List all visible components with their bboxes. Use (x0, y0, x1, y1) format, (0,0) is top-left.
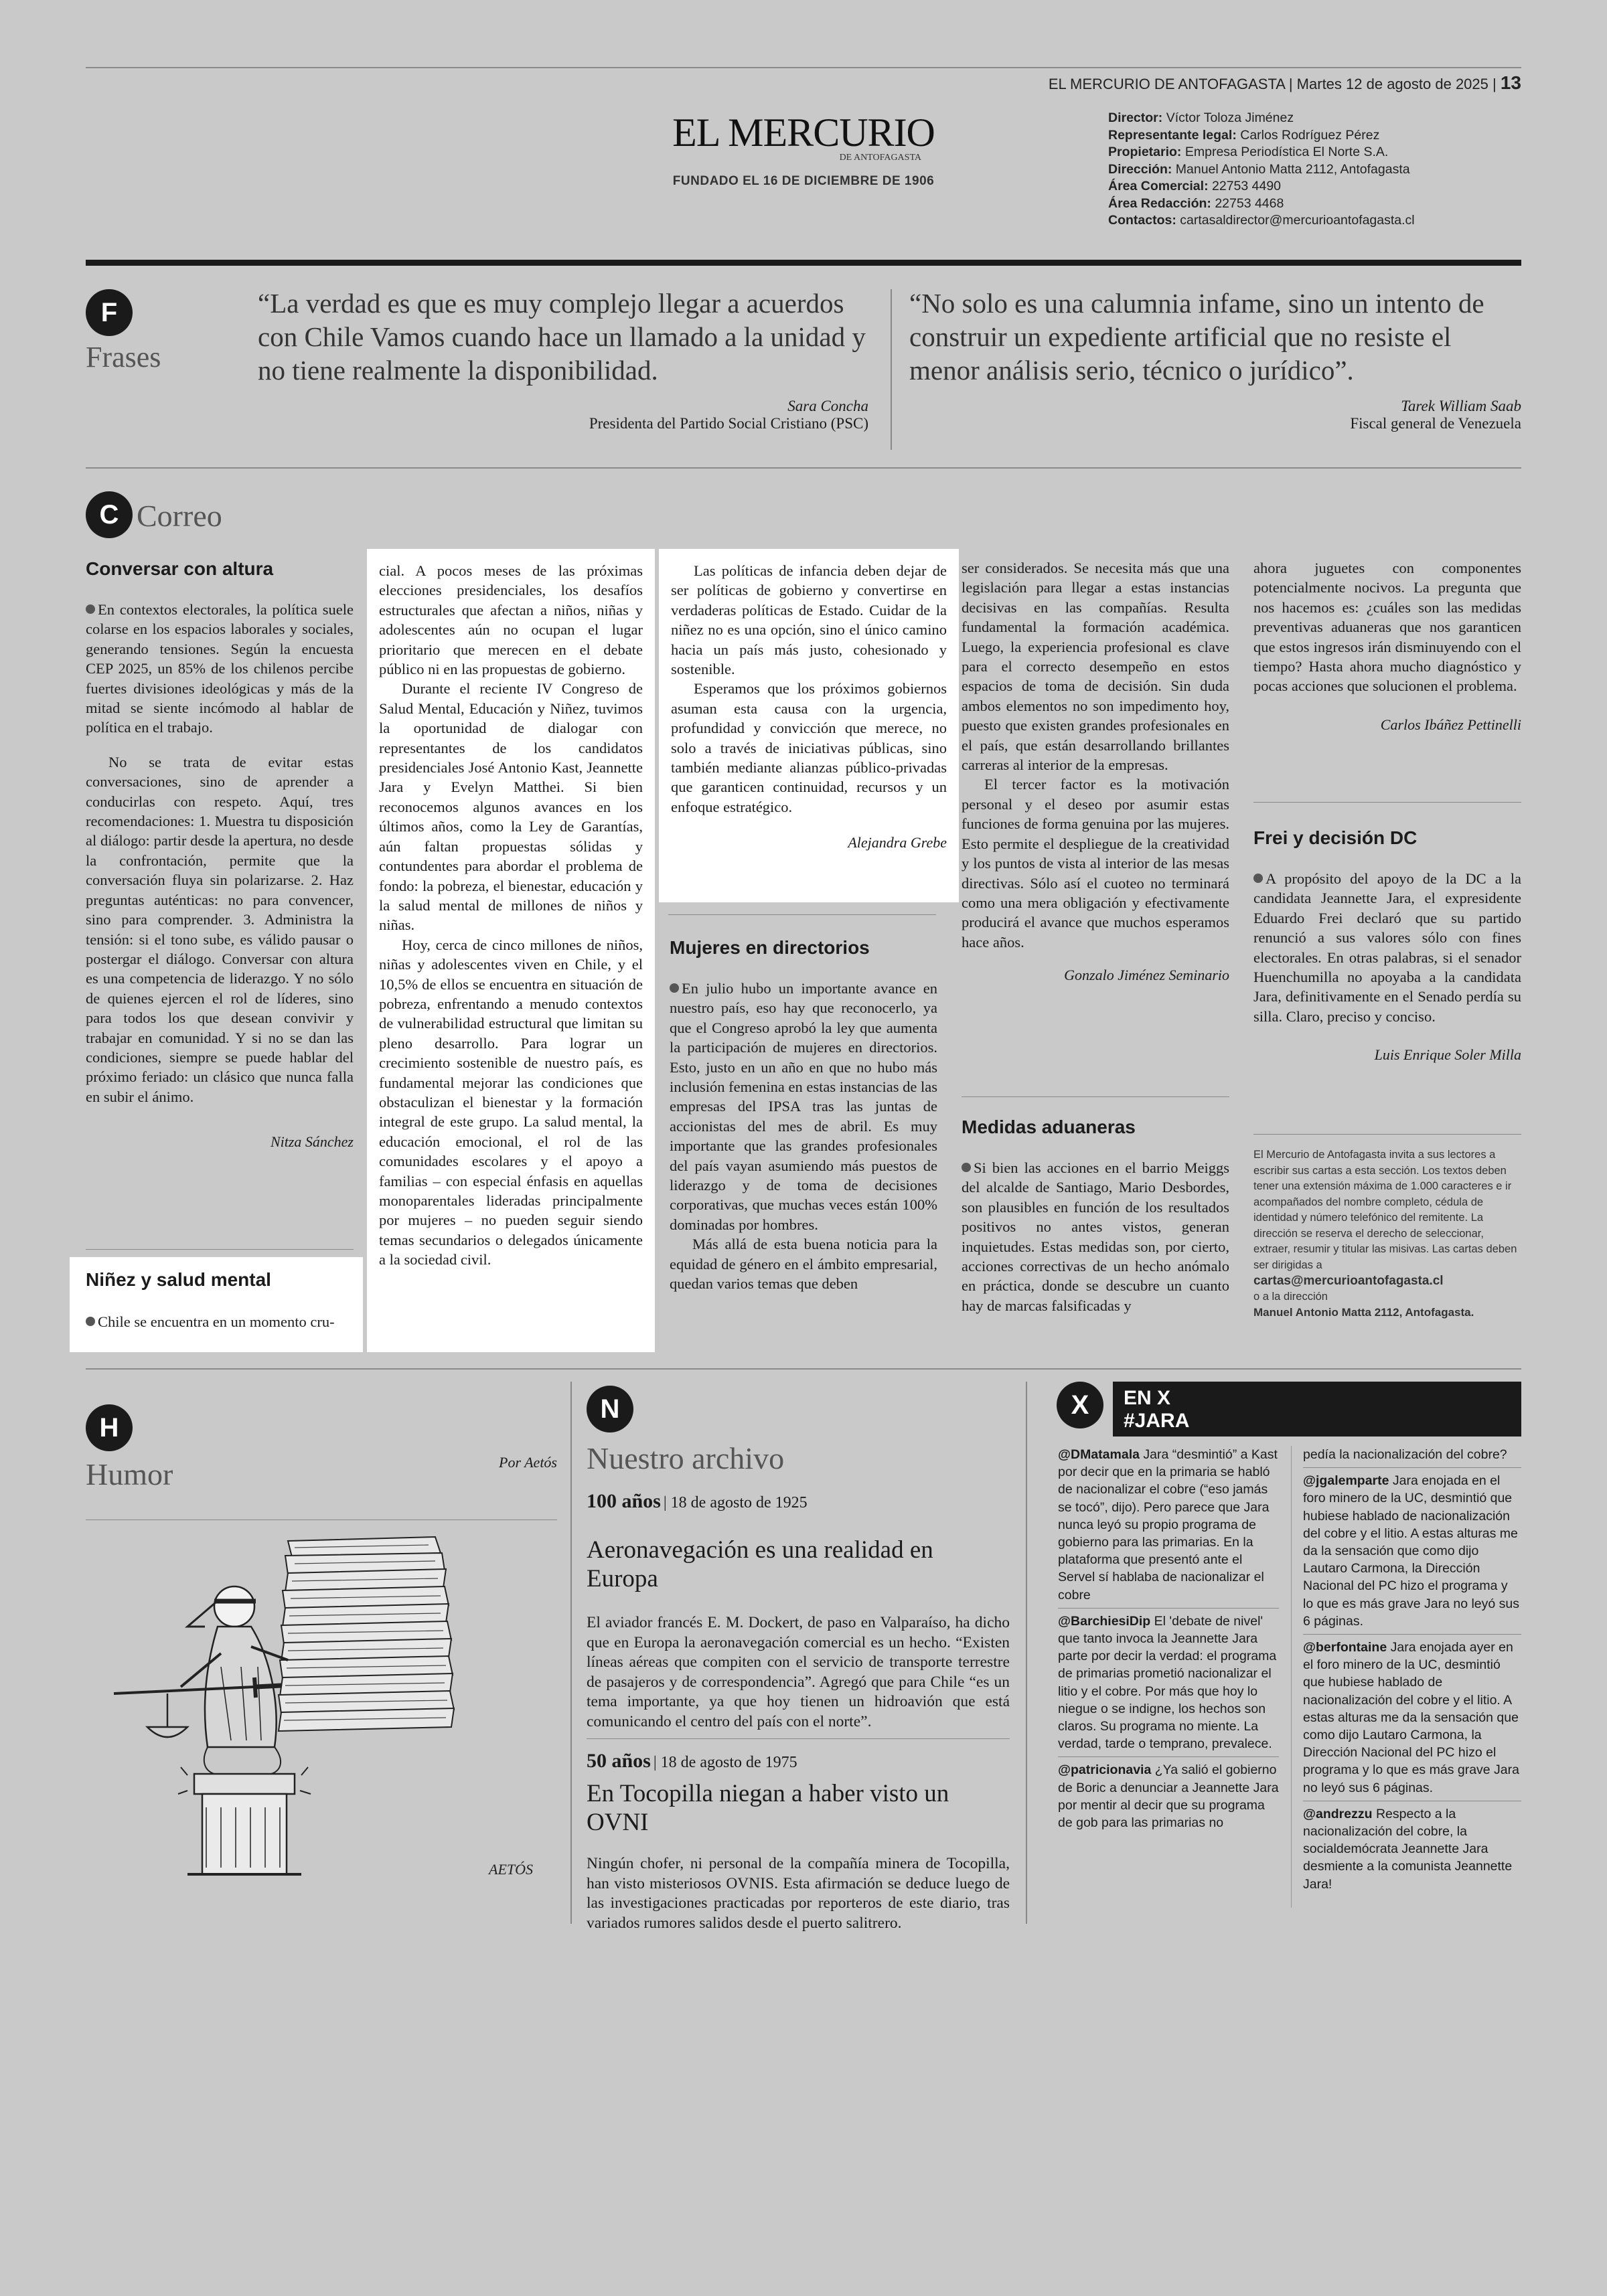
quote-1-author: Sara Concha (787, 398, 868, 414)
x-post-text: Jara enojada ayer en el foro minero de la UC, desmintió que hubiese hablado de nacionalización del cobre y el litio. A estas alturas me da la sensación que como dijo Lautaro Carmona, la Dirección Nacional del PC hizo el programa y lo que es más grave Jara no leyó sus 6 páginas. (1303, 1640, 1519, 1795)
archivo-title: Nuestro archivo (587, 1441, 785, 1475)
quote-2-text: “No solo es una calumnia infame, sino un intento de construir un expediente artificial que no resiste el menor análisis serio, técnico o jurídico”. (909, 288, 1484, 386)
letter-conversar (86, 558, 354, 1151)
letter-conversar-title: Conversar con altura (86, 558, 274, 579)
masthead-label: Área Comercial: (1108, 179, 1209, 193)
bullet-icon (86, 604, 95, 614)
x-post-text: Jara enojada en el foro minero de la UC, desmintió que hubiese hablado de nacionalización del cobre y el litio. A estas alturas me da la sensación que como dijo Lautaro Carmona, la Dirección Nacional del PC hizo el programa y lo que es más grave Jara no leyó sus 6 páginas. (1303, 1473, 1520, 1629)
frases-bottom-rule (86, 467, 1521, 469)
header-thick-rule (86, 260, 1521, 266)
masthead-row (1108, 110, 1510, 127)
letter-ninez-p5: Esperamos que los próximos gobiernos asuman esta causa con la urgencia, profundidad y convicción que merece, no solo a través de iniciativas públicas, sino también mediante alianzas público-privadas que garanticen continuidad, recursos y un enfoque estratégico. (671, 680, 947, 815)
masthead-value: 22753 4468 (1215, 195, 1284, 211)
archivo-item-2-years: 50 años (587, 1750, 651, 1772)
letter-frei-title: Frei y decisión DC (1253, 827, 1418, 848)
masthead-value: 22753 4490 (1212, 179, 1282, 193)
frases-letter-badge: F (86, 289, 133, 336)
quote-1 (258, 286, 868, 432)
founded-line: FUNDADO EL 16 DE DICIEMBRE DE 1906 (672, 174, 935, 188)
letter-ninez-title: Niñez y salud mental (86, 1269, 271, 1290)
bullet-icon (86, 1317, 95, 1326)
letter-aduaneras-p1: Si bien las acciones en el barrio Meiggs del alcalde de Santiago, Mario Desbordes, son plausibles en función de los resultados positivos no antes vistos, generan inquietudes. Estas medidas son, por cierto, acciones correctivas de un hecho anómalo en práctica, donde se descubre un cuanto hay de marcas falsificadas y (962, 1159, 1229, 1314)
frases-title: Frases (86, 341, 161, 374)
archivo-item-2-body: Ningún chofer, ni personal de la compañía minera de Tocopilla, han visto misteriosos OVNIS. Esta afirmación se deduce luego de las investigaciones practicadas por reporteros de este diario, tras variados rumores salidos desde el puerto salitrero. (587, 1855, 1010, 1932)
col4-rule (962, 1096, 1229, 1097)
running-header-text: EL MERCURIO DE ANTOFAGASTA | Martes 12 de agosto de 2025 | (1048, 76, 1497, 92)
bullet-icon (670, 983, 679, 993)
archivo-items (587, 1490, 1010, 1933)
masthead-label: Área Redacción: (1108, 195, 1211, 211)
archivo-item-2-date: 18 de agosto de 1975 (660, 1754, 797, 1771)
letter-ninez-start (70, 1257, 363, 1352)
masthead (1108, 110, 1510, 230)
letter-ninez-p4: Las políticas de infancia deben dejar de ser políticas de gobierno y convertirse en verdaderas políticas de Estado. Cuidar de la niñez no es una opción, sino el único camino hacia un país más justo, cohesionado y sostenible. (671, 562, 947, 678)
correo-title: Correo (137, 499, 222, 533)
letter-mujeres-p1: En julio hubo un importante avance en nuestro país, eso hay que reconocerlo, ya que el Congreso aprobó la ley que aumenta la participación de mujeres en directorios. Esto, justo en un año en que no hubo más inclusión femenina en estas instancias de las empresas del IPSA tras las juntas de accionistas del mes de abril. Es muy importante que las grandes profesionales del país vayan asumiendo más puestos de liderazgo y de toma de decisiones corporativas, que muchas veces están 100% dominadas por hombres. (670, 980, 937, 1233)
archivo-item-1-headline: Aeronavegación es una realidad en Europa (587, 1536, 933, 1592)
running-header (1045, 72, 1521, 94)
correo-letter-badge: C (86, 491, 133, 538)
notice-or: o a la dirección (1253, 1290, 1328, 1303)
enx-col2 (1303, 1446, 1521, 1893)
enx-label-1: EN X (1124, 1387, 1171, 1409)
letter-conversar-signature: Nitza Sánchez (270, 1133, 354, 1151)
newspaper-logo (663, 112, 944, 189)
x-post-rule (1058, 1756, 1279, 1757)
quote-2-role: Fiscal general de Venezuela (1350, 415, 1521, 432)
x-post (1058, 1613, 1279, 1753)
bullet-icon (1253, 874, 1263, 883)
cartoon-justice-paperwork (87, 1526, 556, 1901)
masthead-value: Carlos Rodríguez Pérez (1240, 127, 1380, 143)
enx-inner-divider (1291, 1446, 1292, 1908)
x-post (1303, 1639, 1521, 1797)
masthead-value: cartasaldirector@mercurioantofagasta.cl (1180, 213, 1415, 228)
masthead-row (1108, 195, 1510, 213)
archivo-divider-left (570, 1382, 572, 1924)
letter-aduaneras-p2: ahora juguetes con componentes potencialmente nocivos. La pregunta que nos hacemos es: ¿cuáles son las medidas preventivas aduaneras que nos garanticen que estos ingresos irán disminuyendo con el tiempo? Hasta ahora mucho diagnóstico y pocas acciones que solucionen el problema. (1253, 560, 1521, 695)
letter-mujeres-title: Mujeres en directorios (670, 937, 870, 958)
enx-col1 (1058, 1446, 1279, 1831)
col5-rule (1253, 802, 1521, 803)
enx-label-2: #JARA (1124, 1410, 1190, 1432)
x-post-rule (1058, 1608, 1279, 1609)
letter-ninez-start-text: Chile se encuentra en un momento cru- (98, 1313, 335, 1330)
notice-email[interactable]: cartas@mercurioantofagasta.cl (1253, 1274, 1444, 1288)
archivo-item-1: 100 años | 18 de agosto de 1925 Aeronavegación es una realidad en Europa El aviador francés E. M. Dockert, de paso en Valparaíso, ha dicho que en Europa la aeronavegación comercial es un hecho. “Existen líneas aéreas que compiten con el servicio de transporte terrestre de pasajeros y de correspondencia”. Agregó que para Chile “es un tema importante, ya que hoy tienen un hidroavión que está comunicando el centro del país con el norte”. (587, 1490, 1010, 1732)
correo-bottom-rule (86, 1368, 1521, 1370)
notice-address: Manuel Antonio Matta 2112, Antofagasta. (1253, 1306, 1474, 1319)
letter-conversar-p2: No se trata de evitar estas conversaciones, sino de aprender a conducirlas con respeto. Aquí, tres recomendaciones: 1. Muestra tu disposición al diálogo: partir desde la apertura, no desde la confrontación, permite que la conversación fluya sin polarizarse. 2. Haz preguntas auténticas: no para convencer, sino para comprender. 3. Administra la tensión: si el tono sube, es válido pausar o postergar el diálogo. Conversar con altura es una competencia de liderazgo. Y no sólo de quienes ejercen el rol de líderes, sino para todos los que desean convivir y trabajar en comunidad. Y si no se dan las condiciones, siempre se puede hablar del próximo feriado: un clásico que nunca falla en subir el ánimo. (86, 753, 354, 1105)
letter-frei-signature: Luis Enrique Soler Milla (1374, 1046, 1521, 1064)
masthead-label: Dirección: (1108, 161, 1172, 177)
col3-rule (668, 914, 936, 915)
x-post (1303, 1805, 1521, 1893)
x-post-user[interactable]: @andrezzu (1303, 1806, 1373, 1821)
x-post-text: Respecto a la nacionalización del cobre, la socialdemócrata Jeannette Jara desmiente a la comunista Jeannette Jara! (1303, 1806, 1513, 1892)
letter-frei-p1: A propósito del apoyo de la DC a la candidata Jeannette Jara, el expresidente Eduardo Frei declaró que su partido renunció a sus valores sólo con fines electorales. En otras palabras, si el senador Huenchumilla no apoyaba a la candidata Jara, definitivamente en el Senado perdía su silla. Claro, preciso y conciso. (1253, 870, 1521, 1025)
letter-mujeres-signature: Gonzalo Jiménez Seminario (1064, 967, 1229, 984)
letter-ninez-col3 (659, 549, 959, 902)
masthead-row (1108, 212, 1510, 230)
letter-mujeres (670, 937, 937, 1294)
x-post-text: El 'debate de nivel' que tanto invoca la Jeannette Jara parte por decir la verdad: el programa de primarias prometió nacionalizar el litio y el cobre. Por más que hoy lo niegue o se indigne, los hechos son claros. Su programa no miente. La verdad, tarde o temprano, prevalece. (1058, 1613, 1277, 1752)
notice-text: El Mercurio de Antofagasta invita a sus lectores a escribir sus cartas a esta sección. Los textos deben tener una extensión máxima de 1.000 caracteres e ir acompañados del nombre completo, cédula de identidad y número telefónico del remitente. La dirección se reserva el derecho de seleccionar, extraer, resumir y titular las misivas. Las cartas deben ser dirigidas a (1253, 1149, 1517, 1271)
archivo-item-2-headline: En Tocopilla niegan a haber visto un OVNI (587, 1780, 949, 1836)
letter-aduaneras-col5 (1253, 558, 1521, 734)
x-post (1058, 1761, 1279, 1831)
archivo-letter-badge: N (587, 1386, 633, 1432)
letter-mujeres-col4 (962, 558, 1229, 984)
humor-letter-badge: H (86, 1404, 133, 1451)
quote-2-author: Tarek William Saab (1401, 398, 1521, 414)
masthead-label: Contactos: (1108, 213, 1176, 228)
enx-letter-badge: X (1057, 1382, 1103, 1428)
x-post-user[interactable]: @BarchiesiDip (1058, 1613, 1151, 1629)
masthead-value: Manuel Antonio Matta 2112, Antofagasta (1175, 161, 1410, 177)
masthead-row (1108, 161, 1510, 179)
letter-ninez-p2: Durante el reciente IV Congreso de Salud Mental, Educación y Niñez, tuvimos la oportunidad de dialogar con representantes de los candidatos presidenciales José Antonio Kast, Jeannette Jara y Evelyn Matthei. Si bien reconocemos algunos avances en los últimos años, como la Ley de Garantías, aún faltan propuestas sólidas y contundentes para abordar el problema de fondo: la pobreza, el bienestar, educación y la salud mental de millones de niños y niñas. (379, 680, 643, 934)
x-post-user[interactable]: @DMatamala (1058, 1447, 1140, 1462)
logo-sub: DE ANTOFAGASTA (839, 153, 921, 163)
masthead-label: Representante legal: (1108, 127, 1237, 143)
cartoon-artist-signature: AETÓS (489, 1861, 533, 1878)
x-post (1058, 1446, 1279, 1604)
humor-title: Humor (86, 1457, 173, 1491)
letter-ninez-p1: cial. A pocos meses de las próximas elecciones presidenciales, los desafíos estructurales que afectan a niños, niñas y adolescentes aún no ocupan el lugar prioritario que merecen en el debate público ni en las propuestas de gobierno. (379, 562, 643, 678)
x-post-continued: pedía la nacionalización del cobre? (1303, 1447, 1507, 1462)
archivo-item-1-body: El aviador francés E. M. Dockert, de paso en Valparaíso, ha dicho que en Europa la aeronavegación comercial es un hecho. “Existen líneas aéreas que compiten con el servicio de transporte terrestre de pasajeros y de correspondencia”. Agregó que para Chile “es un tema importante, ya que hoy tienen un hidroavión que está comunicando el centro del país con el norte”. (587, 1614, 1010, 1730)
x-post-user[interactable]: @jgalemparte (1303, 1473, 1389, 1489)
top-rule (86, 67, 1521, 68)
x-post-rule (1303, 1634, 1521, 1635)
letter-ninez-p3: Hoy, cerca de cinco millones de niños, niñas y adolescentes viven en Chile, y el 10,5% de ellos se encuentra en situación de pobreza, enfrentando a menudo contextos de vulnerabilidad estructural que limitan su pleno desarrollo. Para lograr un crecimiento sostenible de nuestro país, es fundamental mejorar las condiciones que obstaculizan el bienestar y la formación integral de este grupo. La salud mental, la educación emocional, el rol de las comunidades escolares y el apoyo a familias – con especial énfasis en aquellas monoparentales lideradas principalmente por mujeres – no pueden seguir siendo temas secundarios o delegados únicamente a la sociedad civil. (379, 936, 643, 1268)
letter-mujeres-p2: Más allá de esta buena noticia para la equidad de género en el ámbito empresarial, quedan varios temas que deben (670, 1236, 937, 1293)
letter-frei (1253, 827, 1521, 1064)
logo-main: EL MERCURIO (672, 110, 935, 155)
masthead-value: Víctor Toloza Jiménez (1166, 110, 1294, 125)
enx-banner (1113, 1382, 1521, 1437)
x-post-user[interactable]: @patricionavia (1058, 1762, 1152, 1778)
letter-aduaneras-signature: Carlos Ibáñez Pettinelli (1380, 716, 1521, 733)
bullet-icon (962, 1163, 971, 1172)
x-post-rule (1303, 1467, 1521, 1468)
letter-mujeres-p4: El tercer factor es la motivación personal y el deseo por asumir estas funciones de forma genuina por las mujeres. Esto permite el despliegue de la creatividad y los puntos de vista al interior de las mesas directivas. Sólo así el cuoteo no terminará como una mera obligación y efectivamente producirá el avance que muchos esperamos hace años. (962, 776, 1229, 951)
masthead-label: Director: (1108, 110, 1163, 125)
masthead-label: Propietario: (1108, 145, 1182, 159)
masthead-row (1108, 127, 1510, 145)
archivo-item-1-years: 100 años (587, 1490, 661, 1512)
letter-ninez-col2 (367, 549, 655, 1352)
x-post-text: Jara “desmintió” a Kast por decir que en la primaria se habló de nacionalizar el cobre (“eso jamás se tocó”, dijo). Pero parece que Jara nunca leyó su propio programa de gobierno para las primarias. En la plataforma que presentó ante el Servel sí hablaba de nacionalizar el cobre (1058, 1447, 1278, 1603)
col1-rule (86, 1249, 354, 1250)
quote-1-role: Presidenta del Partido Social Cristiano (PSC) (589, 415, 868, 432)
archivo-rule (587, 1738, 1010, 1739)
masthead-row (1108, 178, 1510, 195)
col5-rule-2 (1253, 1134, 1521, 1135)
quote-2 (909, 286, 1521, 432)
masthead-value: Empresa Periodística El Norte S.A. (1184, 145, 1389, 159)
page-number: 13 (1500, 72, 1521, 93)
x-post-user[interactable]: @berfontaine (1303, 1640, 1387, 1655)
x-post-text: ¿Ya salió el gobierno de Boric a denunciar a Jeannette Jara por mentir al decir que su programa de gob para las primarias no (1058, 1762, 1279, 1831)
letter-aduaneras (962, 1117, 1229, 1315)
enx-divider-left (1026, 1382, 1027, 1924)
letter-ninez-signature: Alejandra Grebe (848, 834, 947, 851)
humor-byline: Por Aetós (499, 1454, 557, 1471)
frases-divider (891, 289, 892, 450)
archivo-item-1-date: 18 de agosto de 1925 (670, 1494, 808, 1511)
letter-mujeres-p3: ser considerados. Se necesita más que una legislación para llegar a estas instancias decisivas en las compañías. Resulta fundamental la formación académica. Luego, la experiencia profesional es clave para el correcto desempeño en estos espacios de toma de decisión. Sin duda ambos elementos no son impedimento hoy, puesto que existen grandes profesionales en el país, que están desarrollando brillantes carreras al interior de la empresas. (962, 560, 1229, 774)
cartoon-drawing (87, 1526, 556, 1901)
letters-notice (1253, 1147, 1521, 1321)
x-post (1303, 1472, 1521, 1630)
letter-conversar-p1: En contextos electorales, la política suele colarse en los espacios laborales y sociales, generando tensiones. Según la encuesta CEP 2025, un 85% de los chilenos percibe fuertes divisiones ideológicas y más de la mitad se siente incómodo al hablar de política en el trabajo. (86, 601, 354, 736)
archivo-item-2: 50 años | 18 de agosto de 1975 En Tocopilla niegan a haber visto un OVNI Ningún chofer, ni personal de la compañía minera de Tocopilla, han visto misteriosos OVNIS. Esta afirmación se deduce luego de las investigaciones practicadas por reporteros de este diario, tras variados rumores salidos desde el puerto salitrero. (587, 1750, 1010, 1933)
quote-1-text: “La verdad es que es muy complejo llegar a acuerdos con Chile Vamos cuando hace un llamado a la unidad y no tiene realmente la disponibilidad. (258, 288, 866, 386)
letter-aduaneras-title: Medidas aduaneras (962, 1117, 1136, 1137)
masthead-row (1108, 144, 1510, 161)
